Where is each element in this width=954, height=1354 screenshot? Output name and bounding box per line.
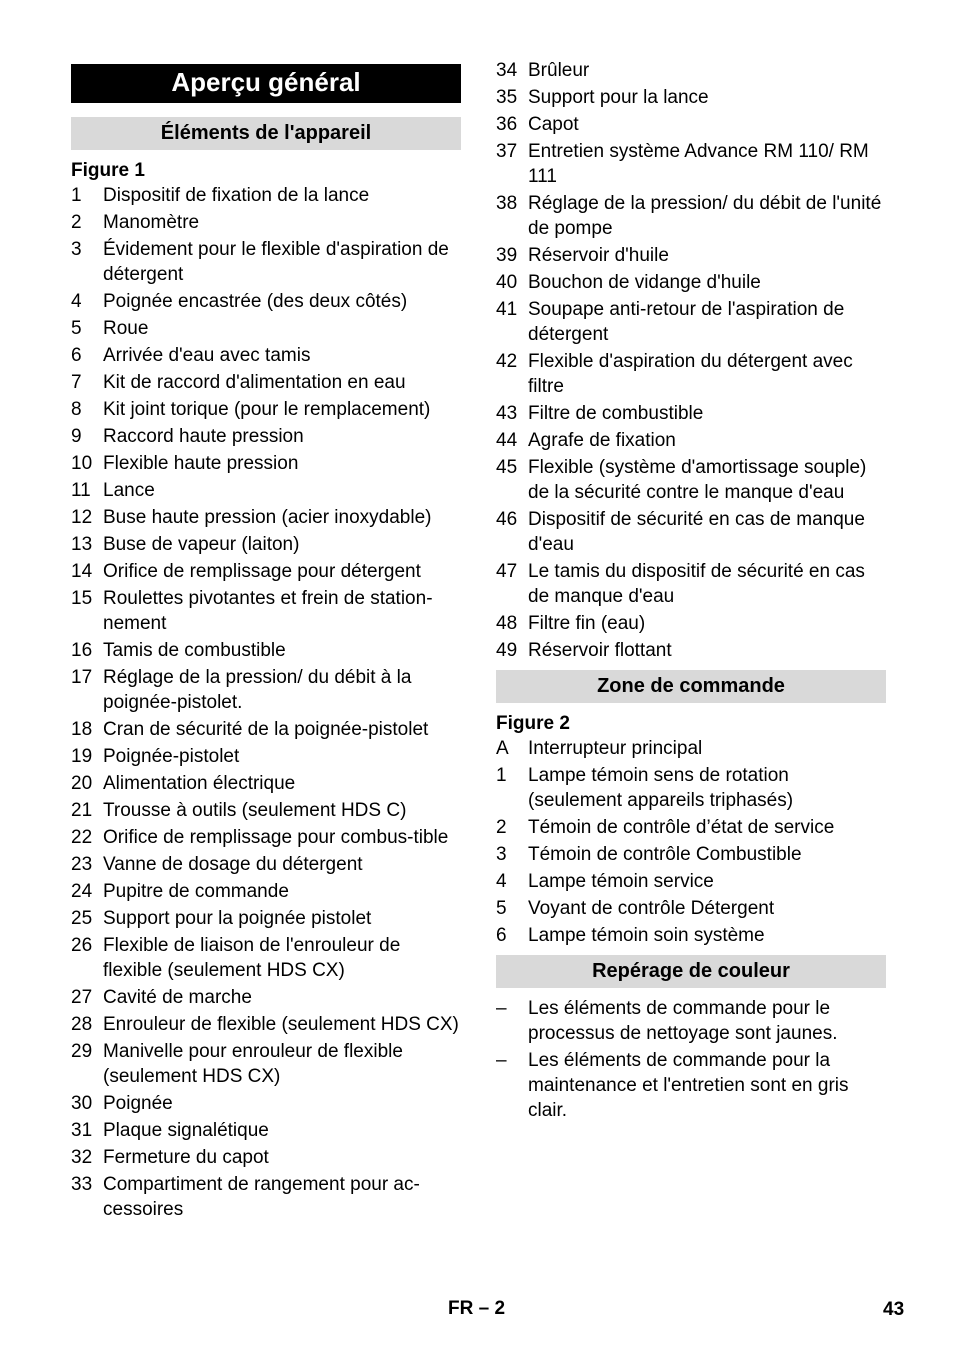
- list-item: [496, 763, 886, 813]
- item-text: Cran de sécurité de la poignée-pistolet: [103, 719, 429, 740]
- item-number: 2: [496, 817, 507, 838]
- item-number: 3: [496, 844, 507, 865]
- item-text: Voyant de contrôle Détergent: [528, 898, 775, 919]
- list-item: [71, 586, 461, 636]
- section-heading-couleur: Repérage de couleur: [496, 955, 886, 988]
- list-item: [496, 559, 886, 609]
- item-text: Réservoir d'huile: [528, 245, 669, 266]
- item-number: 14: [71, 561, 93, 582]
- item-number: 23: [71, 854, 93, 875]
- footer-section: FR – 2: [448, 1298, 506, 1319]
- right-column: [496, 0, 886, 1125]
- page-number: 43: [883, 1299, 905, 1320]
- item-text: Bouchon de vidange d'huile: [528, 272, 761, 293]
- item-text: Orifice de remplissage pour combus-tible: [103, 827, 449, 848]
- section-heading-elements: Éléments de l'appareil: [71, 117, 461, 150]
- item-number: 18: [71, 719, 93, 740]
- item-number: 13: [71, 534, 93, 555]
- item-number: 29: [71, 1041, 93, 1062]
- item-number: 46: [496, 509, 518, 530]
- item-text: Roue: [103, 318, 149, 339]
- list-item: [71, 798, 461, 823]
- item-number: 32: [71, 1147, 93, 1168]
- item-text: Réglage de la pression/ du débit à la poignée-pistolet.: [103, 667, 412, 713]
- item-number: 24: [71, 881, 93, 902]
- list-item: [496, 112, 886, 137]
- item-number: 11: [71, 480, 91, 501]
- item-text: Alimentation électrique: [103, 773, 296, 794]
- item-text: Buse haute pression (acier inoxydable): [103, 507, 432, 528]
- item-text: Témoin de contrôle d’état de service: [528, 817, 835, 838]
- item-text: Enrouleur de flexible (seulement HDS CX): [103, 1014, 459, 1035]
- list-item: [496, 243, 886, 268]
- item-text: Dispositif de fixation de la lance: [103, 185, 370, 206]
- list-item: [71, 638, 461, 663]
- list-item: [71, 210, 461, 235]
- item-number: 27: [71, 987, 93, 1008]
- item-text: Les éléments de commande pour le processus de nettoyage sont jaunes.: [528, 998, 838, 1044]
- list-item: [496, 349, 886, 399]
- item-text: Fermeture du capot: [103, 1147, 269, 1168]
- list-item: [71, 559, 461, 584]
- item-number: 47: [496, 561, 518, 582]
- item-number: 6: [71, 345, 82, 366]
- item-number: –: [496, 998, 507, 1019]
- list-item: [71, 451, 461, 476]
- page-title: Aperçu général: [71, 64, 461, 103]
- item-number: 1: [71, 185, 82, 206]
- item-number: 10: [71, 453, 93, 474]
- item-number: 45: [496, 457, 518, 478]
- list-item: [496, 270, 886, 295]
- list-item: [496, 638, 886, 663]
- item-text: Flexible d'aspiration du détergent avec filtre: [528, 351, 853, 397]
- list-item: [71, 424, 461, 449]
- list-item: [71, 397, 461, 422]
- list-item: [71, 933, 461, 983]
- list-item: [496, 736, 886, 761]
- item-number: 2: [71, 212, 82, 233]
- item-number: 21: [71, 800, 93, 821]
- item-number: 28: [71, 1014, 93, 1035]
- list-item: [71, 665, 461, 715]
- section-heading-zone: Zone de commande: [496, 670, 886, 703]
- list-item: [71, 1039, 461, 1089]
- item-number: 12: [71, 507, 93, 528]
- item-number: 34: [496, 60, 518, 81]
- item-number: 3: [71, 239, 82, 260]
- list-item: [71, 852, 461, 877]
- list-item: [496, 815, 886, 840]
- item-text: Flexible (système d'amortissage souple) de la sécurité contre le manque d'eau: [528, 457, 867, 503]
- item-text: Filtre de combustible: [528, 403, 704, 424]
- list-item: [71, 1118, 461, 1143]
- list-item: [71, 906, 461, 931]
- item-number: 39: [496, 245, 518, 266]
- item-number: 22: [71, 827, 93, 848]
- item-text: Arrivée d'eau avec tamis: [103, 345, 311, 366]
- item-text: Kit de raccord d'alimentation en eau: [103, 372, 406, 393]
- item-number: 5: [496, 898, 507, 919]
- item-number: 7: [71, 372, 82, 393]
- item-text: Filtre fin (eau): [528, 613, 646, 634]
- item-text: Réservoir flottant: [528, 640, 672, 661]
- item-text: Support pour la poignée pistolet: [103, 908, 372, 929]
- item-number: 40: [496, 272, 518, 293]
- item-number: 4: [71, 291, 82, 312]
- elements-list-part-1: [71, 183, 461, 1222]
- list-item: [496, 611, 886, 636]
- item-text: Témoin de contrôle Combustible: [528, 844, 802, 865]
- list-item: [71, 825, 461, 850]
- item-number: 20: [71, 773, 93, 794]
- item-number: A: [496, 738, 509, 759]
- item-text: Les éléments de commande pour la maintenance et l'entretien sont en gris clair.: [528, 1050, 849, 1121]
- list-item: [71, 532, 461, 557]
- item-text: Buse de vapeur (laiton): [103, 534, 300, 555]
- item-number: 48: [496, 613, 518, 634]
- item-text: Kit joint torique (pour le remplacement): [103, 399, 431, 420]
- item-text: Raccord haute pression: [103, 426, 304, 447]
- item-number: 38: [496, 193, 518, 214]
- list-item: [496, 428, 886, 453]
- list-item: [496, 139, 886, 189]
- list-item: [71, 316, 461, 341]
- item-number: –: [496, 1050, 507, 1071]
- item-number: 37: [496, 141, 518, 162]
- item-number: 25: [71, 908, 93, 929]
- item-number: 33: [71, 1174, 93, 1195]
- item-number: 9: [71, 426, 82, 447]
- list-item: [496, 896, 886, 921]
- item-number: 17: [71, 667, 93, 688]
- item-number: 35: [496, 87, 518, 108]
- list-item: [496, 842, 886, 867]
- item-text: Compartiment de rangement pour ac-cessoires: [103, 1174, 420, 1220]
- list-item: [496, 1048, 886, 1123]
- item-text: Tamis de combustible: [103, 640, 286, 661]
- figure-label-2: Figure 2: [496, 713, 570, 734]
- list-item: [71, 1172, 461, 1222]
- item-text: Interrupteur principal: [528, 738, 703, 759]
- item-number: 42: [496, 351, 518, 372]
- list-item: [71, 478, 461, 503]
- item-text: Réglage de la pression/ du débit de l'unité de pompe: [528, 193, 882, 239]
- item-text: Cavité de marche: [103, 987, 252, 1008]
- item-text: Poignée: [103, 1093, 173, 1114]
- list-item: [71, 183, 461, 208]
- item-text: Lampe témoin service: [528, 871, 714, 892]
- item-number: 1: [496, 765, 507, 786]
- list-item: [71, 343, 461, 368]
- list-item: [71, 1012, 461, 1037]
- list-item: [496, 191, 886, 241]
- item-text: Flexible de liaison de l'enrouleur de flexible (seulement HDS CX): [103, 935, 401, 981]
- item-text: Manivelle pour enrouleur de flexible (seulement HDS CX): [103, 1041, 403, 1087]
- list-item: [71, 1145, 461, 1170]
- item-number: 44: [496, 430, 518, 451]
- item-number: 36: [496, 114, 518, 135]
- item-text: Évidement pour le flexible d'aspiration de détergent: [103, 239, 449, 285]
- list-item: [496, 923, 886, 948]
- item-number: 49: [496, 640, 518, 661]
- item-text: Capot: [528, 114, 579, 135]
- list-item: [496, 455, 886, 505]
- list-item: [71, 237, 461, 287]
- item-text: Roulettes pivotantes et frein de station-nement: [103, 588, 433, 634]
- item-number: 6: [496, 925, 507, 946]
- item-text: Poignée-pistolet: [103, 746, 240, 767]
- item-text: Entretien système Advance RM 110/ RM 111: [528, 141, 869, 187]
- item-number: 41: [496, 299, 518, 320]
- item-text: Brûleur: [528, 60, 590, 81]
- item-text: Dispositif de sécurité en cas de manque d'eau: [528, 509, 865, 555]
- list-item: [496, 58, 886, 83]
- item-text: Lampe témoin soin système: [528, 925, 765, 946]
- list-item: [71, 744, 461, 769]
- item-text: Manomètre: [103, 212, 200, 233]
- item-text: Lampe témoin sens de rotation (seulement appareils triphasés): [528, 765, 794, 811]
- item-text: Agrafe de fixation: [528, 430, 676, 451]
- list-item: [71, 1091, 461, 1116]
- list-item: [71, 879, 461, 904]
- list-item: [71, 985, 461, 1010]
- item-text: Pupitre de commande: [103, 881, 289, 902]
- list-item: [71, 505, 461, 530]
- item-text: Flexible haute pression: [103, 453, 299, 474]
- item-number: 15: [71, 588, 93, 609]
- item-number: 8: [71, 399, 82, 420]
- item-text: Support pour la lance: [528, 87, 709, 108]
- figure-label-1: Figure 1: [71, 160, 145, 181]
- item-number: 19: [71, 746, 93, 767]
- list-item: [496, 85, 886, 110]
- list-item: [71, 717, 461, 742]
- elements-list-part-2: [496, 58, 886, 663]
- list-item: [71, 289, 461, 314]
- couleur-list: [496, 996, 886, 1123]
- list-item: [496, 401, 886, 426]
- item-text: Poignée encastrée (des deux côtés): [103, 291, 408, 312]
- item-text: Orifice de remplissage pour détergent: [103, 561, 421, 582]
- left-column: [71, 0, 461, 1224]
- list-item: [496, 996, 886, 1046]
- list-item: [71, 370, 461, 395]
- item-text: Lance: [103, 480, 155, 501]
- list-item: [71, 771, 461, 796]
- list-item: [496, 869, 886, 894]
- item-number: 4: [496, 871, 507, 892]
- item-text: Trousse à outils (seulement HDS C): [103, 800, 407, 821]
- item-number: 43: [496, 403, 518, 424]
- zone-list: [496, 736, 886, 948]
- list-item: [496, 297, 886, 347]
- item-number: 16: [71, 640, 93, 661]
- item-number: 30: [71, 1093, 93, 1114]
- item-number: 5: [71, 318, 82, 339]
- item-text: Le tamis du dispositif de sécurité en cas de manque d'eau: [528, 561, 865, 607]
- item-text: Plaque signalétique: [103, 1120, 269, 1141]
- item-text: Soupape anti-retour de l'aspiration de détergent: [528, 299, 845, 345]
- item-text: Vanne de dosage du détergent: [103, 854, 363, 875]
- list-item: [496, 507, 886, 557]
- item-number: 31: [71, 1120, 93, 1141]
- item-number: 26: [71, 935, 93, 956]
